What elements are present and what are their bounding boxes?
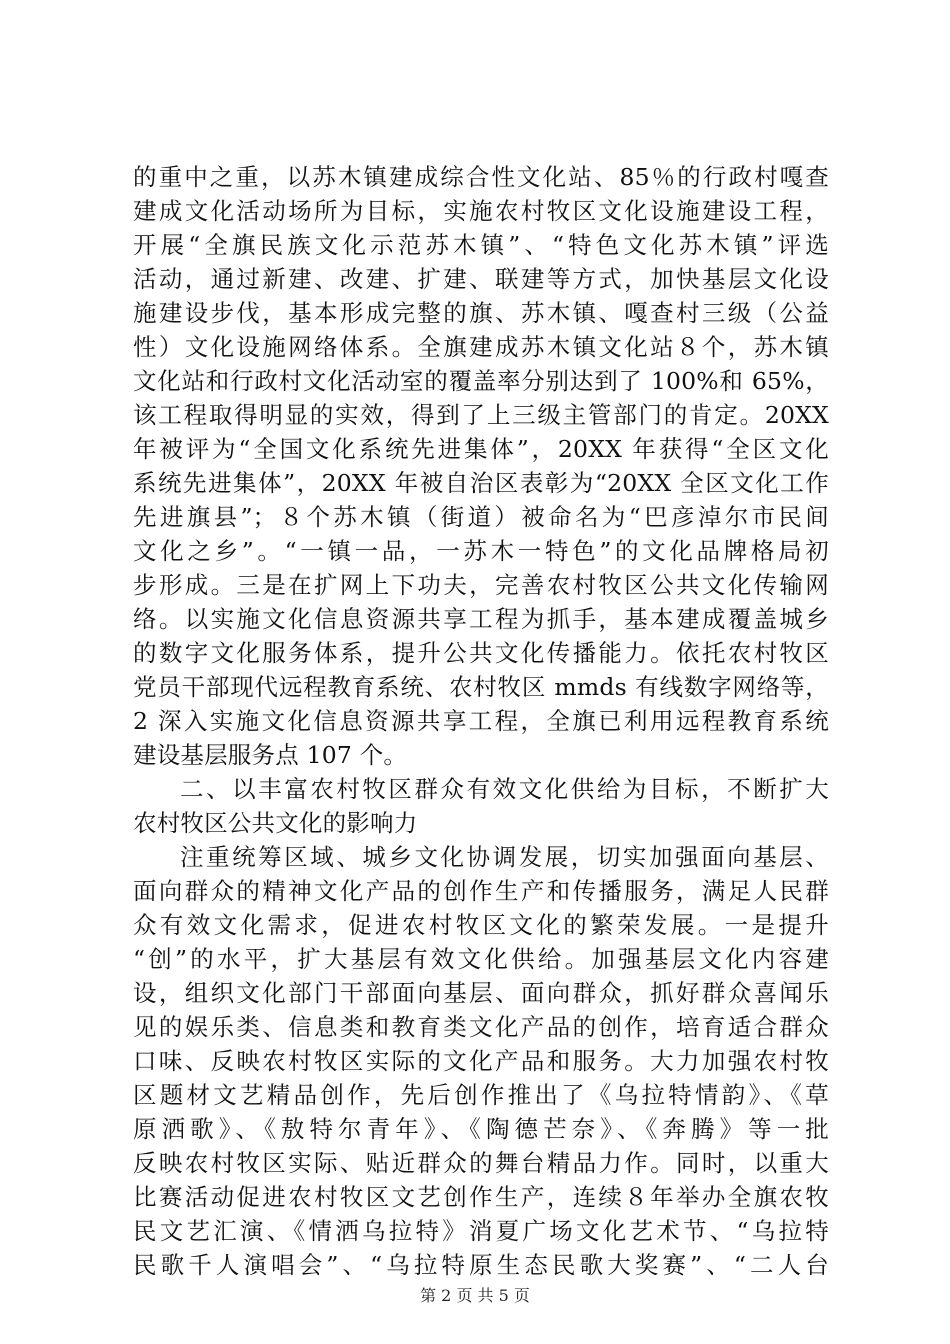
text-line: 比赛活动促进农村牧区文艺创作生产，连续８年举办全旗农牧 [133,1183,829,1211]
document-body [133,160,829,1282]
text-line: 步形成。三是在扩网上下功夫，完善农村牧区公共文化传输网 [133,571,829,599]
text-line: 建成文化活动场所为目标，实施农村牧区文化设施建设工程， [133,197,829,225]
text-line: 开展“全旗民族文化示范苏木镇”、“特色文化苏木镇”评选 [133,231,829,259]
text-line: 口味、反映农村牧区实际的文化产品和服务。大力加强农村牧 [133,1047,829,1075]
text-line: 性）文化设施网络体系。全旗建成苏木镇文化站８个，苏木镇 [133,333,829,361]
text-line: 的数字文化服务体系，提升公共文化传播能力。依托农村牧区 [133,639,829,667]
page-footer [0,1286,950,1306]
text-line: 党员干部现代远程教育系统、农村牧区 mmds 有线数字网络等， [133,673,829,701]
text-line: 活动，通过新建、改建、扩建、联建等方式，加快基层文化设 [133,265,829,293]
text-line: 年被评为“全国文化系统先进集体”，20XX 年获得“全区文化 [133,435,829,463]
page-number-label: 第 2 页 共 5 页 [420,1286,530,1305]
text-line: 民文艺汇演、《情洒乌拉特》消夏广场文化艺术节、“乌拉特 [133,1217,829,1245]
text-line: 反映农村牧区实际、贴近群众的舞台精品力作。同时，以重大 [133,1149,829,1177]
text-line: 施建设步伐，基本形成完整的旗、苏木镇、嘎查村三级（公益 [133,299,829,327]
text-line: 文化站和行政村文化活动室的覆盖率分别达到了 100%和 65%， [133,367,829,395]
text-line: 二、以丰富农村牧区群众有效文化供给为目标，不断扩大 [180,775,829,803]
text-line: 面向群众的精神文化产品的创作生产和传播服务，满足人民群 [133,877,829,905]
text-line: 络。以实施文化信息资源共享工程为抓手，基本建成覆盖城乡 [133,605,829,633]
text-line: 系统先进集体”，20XX 年被自治区表彰为“20XX 全区文化工作 [133,469,829,497]
text-line: “创”的水平，扩大基层有效文化供给。加强基层文化内容建 [133,945,829,973]
text-line: 原洒歌》、《敖特尔青年》、《陶德芒奈》、《奔腾》等一批 [133,1115,829,1143]
text-line: 见的娱乐类、信息类和教育类文化产品的创作，培育适合群众 [133,1013,829,1041]
text-line: 民歌千人演唱会”、“乌拉特原生态民歌大奖赛”、“二人台 [133,1251,829,1279]
text-line: 该工程取得明显的实效，得到了上三级主管部门的肯定。20XX [133,401,829,429]
text-line: 区题材文艺精品创作，先后创作推出了《乌拉特情韵》、《草 [133,1081,829,1109]
text-line: 众有效文化需求，促进农村牧区文化的繁荣发展。一是提升 [133,911,829,939]
text-line: 文化之乡”。“一镇一品，一苏木一特色”的文化品牌格局初 [133,537,829,565]
text-line: 农村牧区公共文化的影响力 [133,809,418,837]
text-line: 的重中之重，以苏木镇建成综合性文化站、85％的行政村嘎查 [133,163,829,191]
text-line: 2 深入实施文化信息资源共享工程，全旗已利用远程教育系统 [133,707,829,735]
text-line: 先进旗县”；８个苏木镇（街道）被命名为“巴彦淖尔市民间 [133,503,829,531]
text-line: 注重统筹区域、城乡文化协调发展，切实加强面向基层、 [180,843,829,871]
text-line: 建设基层服务点 107 个。 [133,741,408,769]
text-line: 设，组织文化部门干部面向基层、面向群众，抓好群众喜闻乐 [133,979,829,1007]
